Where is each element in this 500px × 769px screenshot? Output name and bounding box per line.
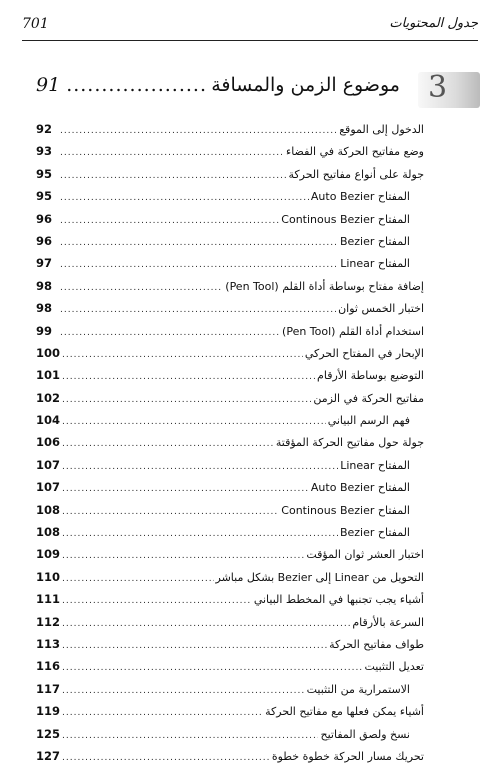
toc-entry-label: تحريك مسار الحركة خطوة خطوة — [271, 749, 424, 763]
toc-entry-page: 107 — [36, 457, 61, 472]
toc-entry-page: 110 — [36, 569, 61, 584]
toc-entry-label: المفتاح Bezier — [339, 234, 410, 248]
toc-entry-label: إضافة مفتاح بوساطة أداة القلم (Pen Tool) — [225, 279, 424, 293]
toc-entry-page: 99 — [36, 323, 53, 338]
toc-entry-page: 98 — [36, 278, 53, 293]
page-number: 701 — [22, 16, 49, 32]
toc-entry-page: 113 — [36, 636, 61, 651]
leader-dots — [60, 210, 279, 232]
chapter-title-row — [36, 74, 400, 96]
leader-dots — [62, 613, 350, 635]
leader-dots — [60, 165, 286, 187]
toc-entry-label: استخدام أداة القلم (Pen Tool) — [282, 324, 424, 338]
leader-dots — [62, 725, 318, 747]
toc-entry[interactable] — [36, 633, 424, 655]
toc-entry[interactable] — [36, 655, 424, 677]
leader-dots — [62, 657, 362, 679]
toc-entry[interactable] — [36, 476, 424, 498]
toc-entry[interactable] — [36, 745, 424, 767]
toc-entry-label: تعديل التثبيت — [364, 660, 424, 674]
toc-entry-page: 92 — [36, 122, 53, 136]
toc-entry-label: اختبار العشر ثوان المؤقت — [306, 548, 424, 562]
toc-entry-page: 108 — [36, 525, 61, 540]
toc-entry-label: جولة على أنواع مفاتيح الحركة — [288, 167, 424, 181]
leader-dots — [62, 411, 326, 433]
toc-entry[interactable] — [36, 185, 424, 207]
leader-dots — [62, 501, 279, 523]
toc-entry[interactable] — [36, 723, 424, 745]
toc-entry-label: المفتاح Auto Bezier — [310, 190, 410, 204]
leader-dots — [60, 322, 280, 344]
toc-entry-page: 95 — [36, 166, 53, 181]
chapter-page: 91 — [36, 74, 61, 96]
leader-dots — [60, 232, 338, 254]
leader-dots — [62, 366, 315, 388]
leader-dots — [62, 747, 270, 769]
toc-entry[interactable] — [36, 230, 424, 252]
leader-dots — [62, 389, 311, 411]
toc-entry-page: 117 — [36, 681, 61, 696]
toc-entry-label: مفاتيح الحركة في الزمن — [313, 391, 424, 405]
chapter-heading — [36, 72, 480, 114]
toc-entry[interactable] — [36, 320, 424, 342]
leader-dots — [62, 635, 327, 657]
toc-entry[interactable] — [36, 543, 424, 565]
toc-entry-label: المفتاح Continous Bezier — [281, 503, 410, 517]
leader-dots — [60, 299, 336, 321]
page-header — [22, 14, 478, 41]
leader-dots — [62, 456, 338, 478]
toc-entry-page: 95 — [36, 189, 53, 204]
leader-dots — [62, 680, 305, 702]
leader-dots — [62, 344, 303, 366]
toc-entry-page: 102 — [36, 390, 61, 405]
toc-entry-label: المفتاح Linear — [340, 458, 410, 472]
toc-entry[interactable] — [36, 431, 424, 453]
toc-entry-label: أشياء يجب تجنبها في المخطط البياني — [253, 593, 424, 607]
toc-entry-label: المفتاح Bezier — [339, 526, 410, 540]
toc-entry[interactable] — [36, 387, 424, 409]
leader-dots — [60, 142, 284, 164]
toc-entry-page: 104 — [36, 413, 61, 428]
toc-entry[interactable] — [36, 678, 424, 700]
toc-entry[interactable] — [36, 521, 424, 543]
toc-entry-label: التوضيع بوساطة الأرقام — [317, 369, 424, 383]
toc-entry[interactable] — [36, 700, 424, 722]
toc-entry[interactable] — [36, 409, 424, 431]
toc-entry-label: الإبحار في المفتاح الحركي — [304, 346, 424, 360]
chapter-number: 3 — [428, 70, 448, 105]
leader-dots — [62, 590, 252, 612]
toc-entry-label: الاستمرارية من التثبيت — [306, 682, 410, 696]
toc-entry-page: 112 — [36, 614, 61, 629]
toc-entry-label: وضع مفاتيح الحركة في الفضاء — [286, 145, 424, 159]
toc-entry-label: جولة حول مفاتيح الحركة المؤقتة — [275, 436, 424, 450]
toc-entry-label: نسخ ولصق المفاتيح — [320, 727, 410, 741]
toc-entry-page: 116 — [36, 659, 61, 674]
toc-entry[interactable] — [36, 499, 424, 521]
toc-entry-label: التحويل من Linear إلى Bezier بشكل مباشر — [215, 570, 424, 584]
leader-dots — [62, 702, 263, 724]
toc-entry[interactable] — [36, 275, 424, 297]
toc-entry-page: 96 — [36, 233, 53, 248]
toc-entry-label: طواف مفاتيح الحركة — [329, 637, 424, 651]
toc-entry[interactable] — [36, 118, 424, 140]
toc-entry-page: 127 — [36, 748, 61, 763]
leader-dots — [60, 254, 338, 276]
chapter-number-badge — [418, 72, 480, 108]
toc-entry-label: أشياء يمكن فعلها مع مفاتيح الحركة — [265, 705, 424, 719]
toc-entry[interactable] — [36, 454, 424, 476]
toc-entry[interactable] — [36, 208, 424, 230]
leader-dots — [62, 523, 338, 545]
toc-entry-page: 125 — [36, 726, 61, 741]
toc-entry-page: 96 — [36, 211, 53, 226]
leader-dots — [60, 120, 337, 142]
leader-dots — [62, 545, 304, 567]
leader-dots — [62, 478, 309, 500]
toc-entry-label: المفتاح Continous Bezier — [281, 212, 410, 226]
toc-entry-page: 107 — [36, 480, 61, 495]
toc-entry-page: 119 — [36, 704, 61, 719]
toc-entry[interactable] — [36, 163, 424, 185]
toc-entry-page: 109 — [36, 547, 61, 562]
toc-entry-page: 93 — [36, 144, 53, 159]
chapter-leader-dots — [66, 74, 205, 96]
toc-entry[interactable] — [36, 364, 424, 386]
toc-entry[interactable] — [36, 297, 424, 319]
toc-entry-label: المفتاح Auto Bezier — [310, 481, 410, 495]
toc-entry[interactable] — [36, 566, 424, 588]
toc-entry-page: 101 — [36, 368, 61, 383]
toc-entry-label: فهم الرسم البياني — [327, 414, 410, 428]
chapter-title: موضوع الزمن والمسافة — [211, 74, 400, 96]
toc-entry[interactable] — [36, 611, 424, 633]
toc-entry[interactable] — [36, 252, 424, 274]
toc-entry-page: 106 — [36, 435, 61, 450]
leader-dots — [62, 568, 213, 590]
toc-entry-page: 111 — [36, 592, 61, 607]
toc-entry-page: 108 — [36, 502, 61, 517]
toc-entry-label: الدخول إلى الموقع — [339, 123, 424, 136]
toc-entry[interactable] — [36, 588, 424, 610]
toc-entry-page: 100 — [36, 345, 61, 360]
running-title: جدول المحتويات — [389, 16, 478, 31]
leader-dots — [62, 433, 274, 455]
toc-entry-label: السرعة بالأرقام — [352, 615, 424, 629]
toc-entry-page: 97 — [36, 256, 53, 271]
toc-entry[interactable] — [36, 140, 424, 162]
toc-entry-label: المفتاح Linear — [340, 257, 410, 271]
leader-dots — [60, 277, 223, 299]
toc-list — [36, 118, 424, 767]
leader-dots — [60, 187, 309, 209]
toc-entry-label: اختبار الخمس ثوان — [338, 302, 424, 316]
toc-entry-page: 98 — [36, 301, 53, 316]
toc-entry[interactable] — [36, 342, 424, 364]
